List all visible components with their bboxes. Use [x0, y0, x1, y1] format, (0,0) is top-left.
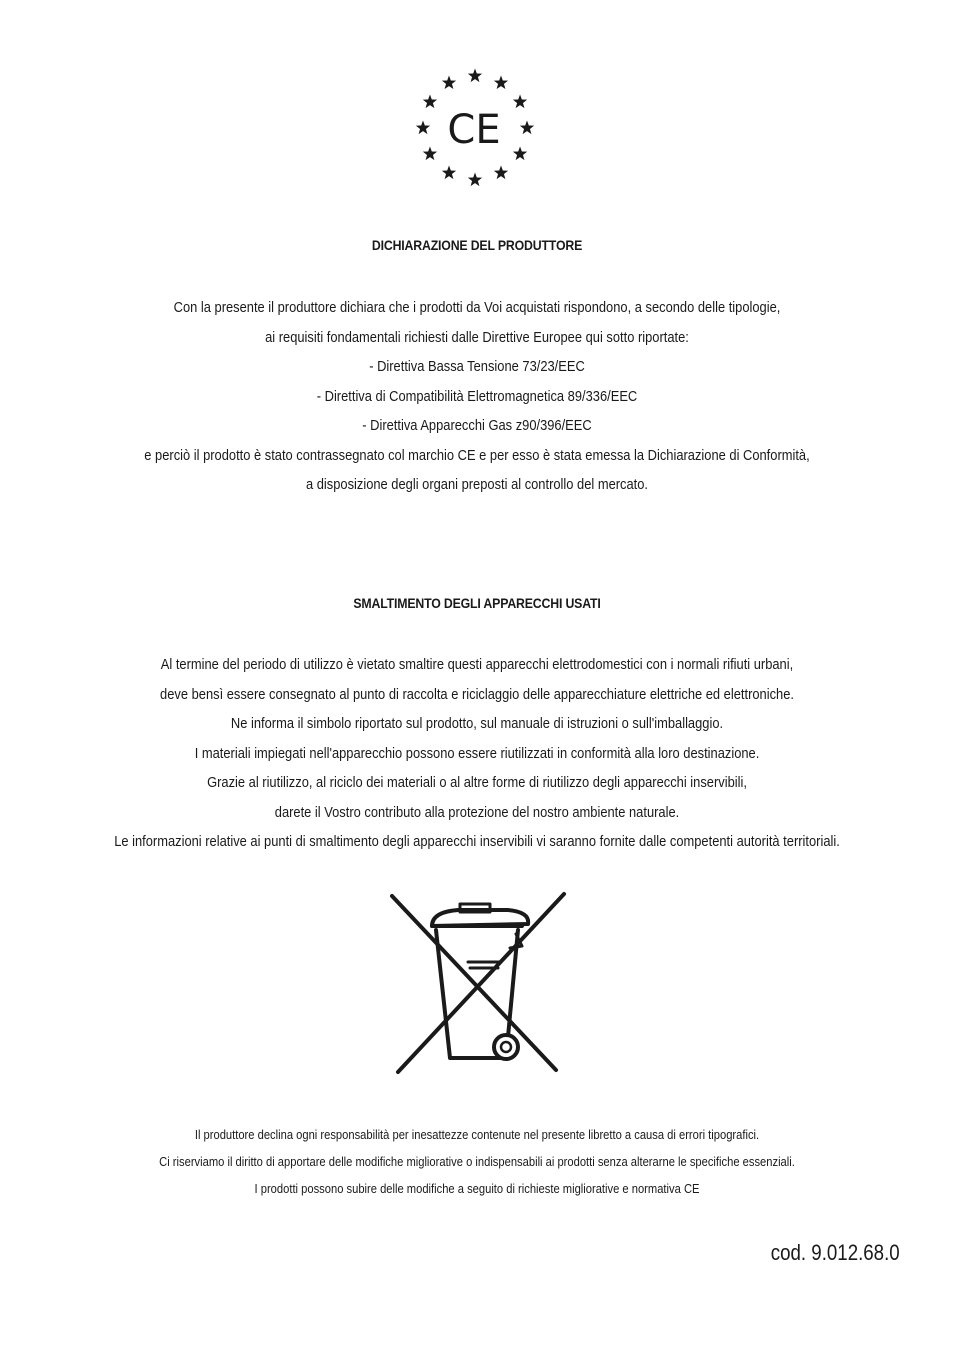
declaration-line: e perciò il prodotto è stato contrassegnato col marchio CE e per esso è stata emessa la Dichiarazione di Conformità, [144, 446, 810, 464]
star-icon [468, 69, 482, 83]
star-icon [513, 147, 527, 161]
disposal-line: deve bensì essere consegnato al punto di raccolta e riciclaggio delle apparecchiature elettriche ed elettroniche. [160, 685, 794, 703]
declaration-line: Con la presente il produttore dichiara che i prodotti da Voi acquistati rispondono, a secondo delle tipologie, [173, 299, 781, 316]
disclaimer-body [67, 1121, 887, 1202]
declaration-line: ai requisiti fondamentali richiesti dalle Direttive Europee qui sotto riportate: [265, 328, 689, 346]
disposal-line: darete il Vostro contributo alla protezione del nostro ambiente naturale. [274, 803, 680, 821]
star-icon [442, 75, 456, 89]
star-icon [416, 121, 430, 135]
disclaimer-line: Il produttore declina ogni responsabilità per inesattezze contenute nel presente libretto a causa di errori tipografici. [194, 1127, 760, 1142]
declaration-line: - Direttiva Apparecchi Gas z90/396/EEC [362, 417, 592, 434]
star-icon [513, 95, 527, 109]
disposal-line: Al termine del periodo di utilizzo è vietato smaltire questi apparecchi elettrodomestici con i normali rifiuti urbani, [160, 656, 794, 673]
disposal-line: Le informazioni relative ai punti di smaltimento degli apparecchi inservibili vi saranno fornite dalle competenti autorità territoriali. [114, 833, 840, 850]
disclaimer-line: I prodotti possono subire delle modifiche a seguito di richieste migliorative e normativa CE [254, 1181, 700, 1196]
star-icon [520, 121, 534, 135]
disposal-line: Ne informa il simbolo riportato sul prodotto, sul manuale di istruzioni o sull'imballaggio. [230, 715, 724, 732]
declaration-body [67, 293, 887, 500]
disposal-title: SMALTIMENTO DEGLI APPARECCHI USATI [353, 595, 601, 611]
declaration-line: a disposizione degli organi preposti al controllo del mercato. [305, 476, 649, 493]
star-icon [423, 95, 437, 109]
star-icon [442, 166, 456, 180]
declaration-title: DICHIARAZIONE DEL PRODUTTORE [371, 237, 583, 253]
crossed-out-wheelie-bin-icon [388, 890, 568, 1075]
star-icon [494, 75, 508, 89]
ce-mark-with-stars-icon [367, 55, 577, 205]
star-icon [468, 173, 482, 187]
declaration-line: - Direttiva Bassa Tensione 73/23/EEC [369, 358, 585, 375]
document-code: cod. 9.012.68.0 [771, 1240, 900, 1265]
disposal-line: Grazie al riutilizzo, al riciclo dei materiali o al altre forme di riutilizzo degli apparecchi inservibili, [207, 774, 747, 791]
disposal-body [67, 650, 887, 857]
declaration-line: - Direttiva di Compatibilità Elettromagnetica 89/336/EEC [316, 387, 638, 405]
ce-mark-text: CE [447, 107, 501, 153]
disposal-line: I materiali impiegati nell'apparecchio possono essere riutilizzati in conformità alla loro destinazione. [194, 744, 760, 762]
star-icon [494, 166, 508, 180]
disclaimer-line: Ci riserviamo il diritto di apportare delle modifiche migliorative o indispensabili ai prodotti senza alterarne le specifiche essenziali. [159, 1154, 795, 1169]
star-icon [423, 147, 437, 161]
